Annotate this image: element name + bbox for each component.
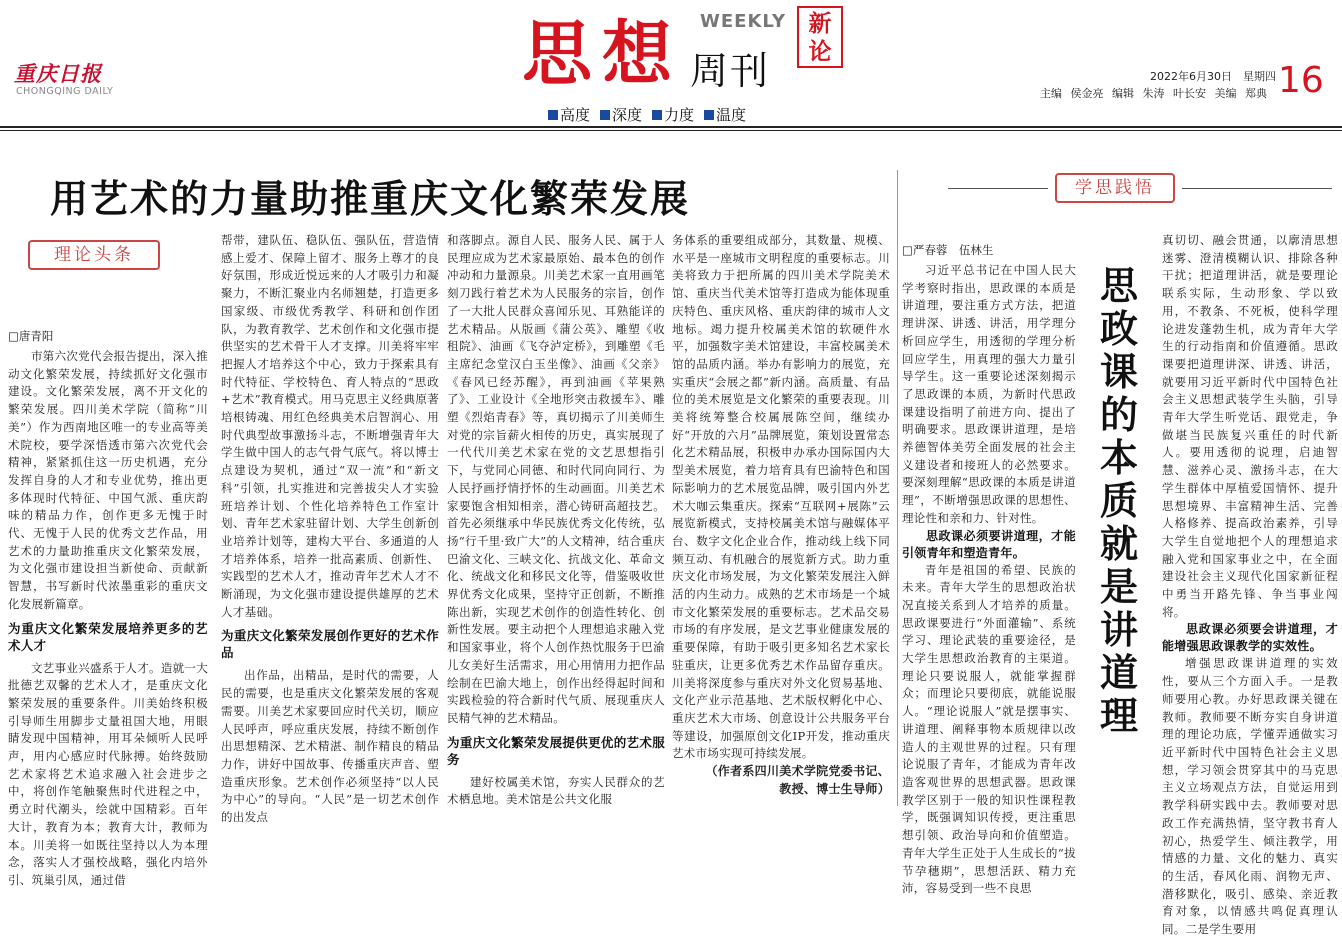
paragraph: 文艺事业兴盛系于人才。造就一大批德艺双馨的艺术人才，是重庆文化繁荣发展的重要条件。川美始终积极引导师生用脚步丈量祖国大地，用眼睛发现中国精神，用耳朵倾听人民呼声，用内心感应时代脉搏。始终鼓励艺术家将艺术追求融入社会进步之中，将创作笔触聚焦时代进程之中，勇立时代潮头，绘就中国精彩。百年大计，教育为本；教育大计，教师为本。川美将一如既往坚持以人为本理念，落实人才强校战略，强化内培外引、筑巢引凤，通过借 (8, 660, 208, 887)
paragraph: 市第六次党代会报告提出，深入推动文化繁荣发展，持续抓好文化强市建设。文化繁荣发展，离不开文化的繁荣发展。四川美术学院（简称“川美”）作为西南地区唯一的专业高等美术院校，要学深悟透市第六次党代会精神，紧紧抓住这一历史机遇，充分发挥自身的人才和专业优势，推出更多体现时代特征、中国气派、重庆韵味的精品力作，创作更多无愧于时代、无愧于人民的优秀文艺作品，用艺术的力量助推重庆文化繁荣发展，为文化强市建设担当新使命、贡献新智慧，书写新时代浓墨重彩的重庆文化发展新篇章。 (8, 349, 208, 611)
article-column-6 (1162, 232, 1338, 937)
subheading: 为重庆文化繁荣发展创作更好的艺术作品 (221, 628, 439, 661)
paper-logo: 重庆日报 (14, 61, 102, 86)
pillar-1: 高度 (548, 104, 590, 125)
article-column-1 (8, 348, 208, 887)
paragraph: 习近平总书记在中国人民大学考察时指出，思政课的本质是讲道理，要注重方式方法，把道理讲深、讲透、讲活，用学理分析回应学生，用透彻的学理分析回应学生，用真理的强大力量引导学生。这一重要论述深刻揭示了思政课的本质，为新时代思政课建设指明了前进方向、提出了明确要求。思政课讲道理，是培养德智体美劳全面发展的社会主义建设者和接班人的必然要求。要深刻理解“思政课的本质是讲道理”，不断增强思政课的思想性、理论性和亲和力、针对性。 (902, 263, 1076, 525)
subheading: 为重庆文化繁荣发展提供更优的艺术服务 (447, 734, 665, 767)
subheading: 思政课必须要会讲道理，才能增强思政课教学的实效性。 (1162, 622, 1338, 654)
pillar-2: 深度 (600, 104, 642, 125)
page-number: 16 (1278, 60, 1324, 101)
paper-logo-english: CHONGQING DAILY (16, 86, 114, 97)
paragraph: 青年是祖国的希望、民族的未来。青年大学生的思想政治状况直接关系到人才培养的质量。思政课要进行“外面灌输”、系统学习、理论武装的重要途径，是大学生思想政治教育的主渠道。理论只要说服人，就能掌握群众；而理论只要彻底，就能说服人。“理论说服人”就是摆事实、讲道理、阐释事物本质规律以改造人的主观世界的过程。只有理论说服了青年，才能成为青年改造客观世界的思想武器。思政课教学区别于一般的知识性课程教学，既强调知识传授，更注重思想引领、政治导向和价值塑造。青年大学生正处于人生成长的“拔节孕穗期”，思想活跃、精力充沛，容易受到一些不良思 (902, 562, 1076, 896)
label-rule-left (948, 188, 1048, 189)
pillar-4: 温度 (704, 104, 746, 125)
paragraph: 出作品，出精品，是时代的需要，人民的需要，也是重庆文化繁荣发展的客观需要。川美艺术家要回应时代关切，顺应人民呼声，呼应重庆发展，持续不断创作出思想精深、艺术精湛、制作精良的精品力作，讲好中国故事、传播重庆声音、塑造重庆形象。艺术创作必须坚持“以人民为中心”的导向。“人民”是一切艺术创作的出发点 (221, 668, 439, 825)
author-note: （作者系四川美术学院党委书记、教授、博士生导师） (705, 764, 890, 796)
masthead-tag: 新论 (797, 6, 843, 68)
editor-credits: 主编 侯金亮 编辑 朱涛 叶长安 美编 郑典 (1040, 87, 1267, 100)
paragraph: 真切切、融会贯通，以廓清思想迷雾、澄清模糊认识、排除各种干扰；把道理讲活，就是要理论联系实际，生动形象、学以致用，不教条、不死板，使科学理论进发蓬勃生机，成为青年大学生的行动指南和价值遵循。思政课要把道理讲深、讲透、讲活，就要用习近平新时代中国特色社会主义思想武装学生头脑，引导青年大学生听党话、跟党走，争做堪当民族复兴重任的时代新人。要用透彻的说理，启迪智慧、滋养心灵、激扬斗志，在大学生群体中厚植爱国情怀、提升思想境界、丰富精神生活、完善人格修养、提高政治素养，引导大学生自觉地把个人的理想追求融入党和国家事业之中，在全面建设社会主义现代化国家新征程中勇当开路先锋、争当事业闯将。 (1162, 233, 1338, 619)
header-rule-thin (0, 130, 1342, 131)
article-headline: 用艺术的力量助推重庆文化繁荣发展 (50, 176, 691, 221)
subheading: 为重庆文化繁荣发展培养更多的艺术人才 (8, 620, 208, 653)
paragraph: 务体系的重要组成部分，其数量、规模、水平是一座城市文明程度的重要标志。川美将致力于把所属的四川美术学院美术馆、重庆当代美术馆等打造成为能体现重庆特色、重庆风格、重庆韵律的城市人文地标。竭力提升校属美术馆的软硬件水平，加强数字美术馆建设，丰富校属美术馆的品质内涵。举办有影响力的展览，充实重庆“会展之都”新内涵。高质量、有品位的美术展览是文化繁荣的重要表现。川美将统筹整合校属展陈空间，继续办好“开放的六月”品牌展览，策划设置常态化艺术精品展，积极申办承办国际国内大型美术展览，着力培育具有巴渝特色和国际影响力的艺术展览品牌，吸引国内外艺术大咖云集重庆。探索“互联网+展陈”云展览新模式，支持校属美术馆与融媒体平台、数字文化企业合作，推动线上线下同频互动、有机融合的展览新方式。助力重庆文化市场发展，为文化繁荣发展注入鲜活的内生动力。成熟的艺术市场是一个城市文化繁荣发展的重要标志。艺术品交易市场的有序发展，是文艺事业健康发展的重要保障，有助于吸引更多知名艺术家长驻重庆，让更多优秀艺术作品留存重庆。川美将深度参与重庆对外文化贸易基地、文化产业示范基地、艺术版权孵化中心、重庆艺术大市场、创意设计公共服务平台等建设，加强原创文化IP开发，推动重庆艺术市场实现可持续发展。 (672, 233, 890, 761)
paragraph: 增强思政课讲道理的实效性，要从三个方面入手。一是教师要用心教。办好思政课关键在教师。教师要不断夯实自身讲道理的理论功底，学懂弄通做实习近平新时代中国特色社会主义思想，学习领会贯穿其中的马克思主义立场观点方法，自觉运用到教学科研实践中去。教师要对思政工作充满热情，坚守教书育人初心，热爱学生、倾注教学，用情感的力量、文化的魅力、真实的生活，春风化雨、润物无声、潜移默化，吸引、感染、亲近教育对象，以情感共鸣促真理认同。二是学生要用 (1162, 656, 1338, 937)
article-column-3 (447, 232, 665, 806)
masthead-subtitle: 周刊 (690, 49, 771, 93)
section-label-study: 学思践悟 (1055, 173, 1175, 203)
masthead-weekly: WEEKLY (700, 11, 787, 32)
masthead-title: 思想 (522, 12, 682, 95)
pillar-3: 力度 (652, 104, 694, 125)
section-label-theory: 理论头条 (28, 240, 160, 270)
subheading: 思政课必须要讲道理，才能引领青年和塑造青年。 (902, 528, 1076, 560)
column-divider (897, 170, 898, 806)
header-rule (0, 126, 1342, 128)
label-rule-right (1182, 188, 1332, 189)
issue-date: 2022年6月30日 星期四 (1150, 70, 1276, 83)
masthead-pillars (548, 104, 746, 125)
paragraph: 建好校属美术馆，夯实人民群众的艺术栖息地。美术馆是公共文化服 (447, 774, 665, 807)
paragraph: 帮带，建队伍、稳队伍、强队伍，营造情感上爱才、保障上留才、服务上尊才的良好氛围，形成近悦远来的人才吸引力和凝聚力，不断汇聚业内名师翘楚，打造更多国家级、市级优秀教学、科研和创作团队，为教育教学、艺术创作和文化强市提供坚实的艺术骨干人才支撑。川美将牢牢把握人才培养这个中心，致力于探索具有时代特征、学校特色、育人特点的“思政+艺术”教育模式。用马克思主义经典原著培根铸魂、用红色经典美术启智润心、用时代典型故事激扬斗志，不断增强青年大学生做中国人的志气骨气底气。将以博士点建设为契机，通过“双一流”和“新文科”引领，扎实推进和完善拔尖人才实验班培养计划、个性化培养特色工作室计划、青年艺术家驻留计划、大学生创新创业培养计划等，建构大平台、多通道的人才培养体系，培养一批高素质、创新性、实践型的艺术人才，推动青年艺术人才不断涌现，为文化强市建设提供雄厚的艺术人才基础。 (221, 233, 439, 619)
article-column-4 (672, 232, 890, 806)
article-headline-vertical: 思政课的本质就是讲道理 (1099, 263, 1138, 738)
author-byline: □严春蓉 伍林生 (902, 243, 994, 257)
author-byline: □唐青阳 (8, 329, 54, 343)
article-column-2 (221, 232, 439, 825)
article-column-5 (902, 262, 1076, 896)
paragraph: 和落脚点。源自人民、服务人民、属于人民理应成为艺术家最原始、最本色的创作冲动和力量源泉。川美艺术家一直用画笔刻刀践行着艺术为人民服务的宗旨，创作了一大批人民群众喜闻乐见、耳熟能详的艺术精品。从版画《蒲公英》、雕塑《收租院》、油画《飞夺泸定桥》，到雕塑《毛主席纪念堂汉白玉坐像》、油画《父亲》《春风已经苏醒》，再到油画《苹果熟了》、工业设计《全地形突击救援车》、雕塑《烈焰青春》等，真切揭示了川美师生对党的宗旨薪火相传的历史，真实展现了一代代川美艺术家在党的文艺思想指引下，与党同心同德、和时代同向同行、为人民抒画抒情抒怀的生动画面。川美艺术家要饱含相知相亲，潜心铸研高超技艺。首先必须继承中华民族优秀文化传统，弘扬“行千里·致广大”的人文精神，结合重庆巴渝文化、三峡文化、抗战文化、革命文化、统战文化和移民文化等，借鉴吸收世界优秀文化成果，坚持守正创新，不断推陈出新，实现艺术创作的创造性转化、创新性发展。要主动把个人理想追求融入党和国家事业，将个人创作热忱服务于巴渝儿女美好生活需求，用心用情用力把作品绘制在巴渝大地上，创作出经得起时间和实践检验的符合新时代气质、展现重庆人民精气神的艺术精品。 (447, 233, 665, 725)
